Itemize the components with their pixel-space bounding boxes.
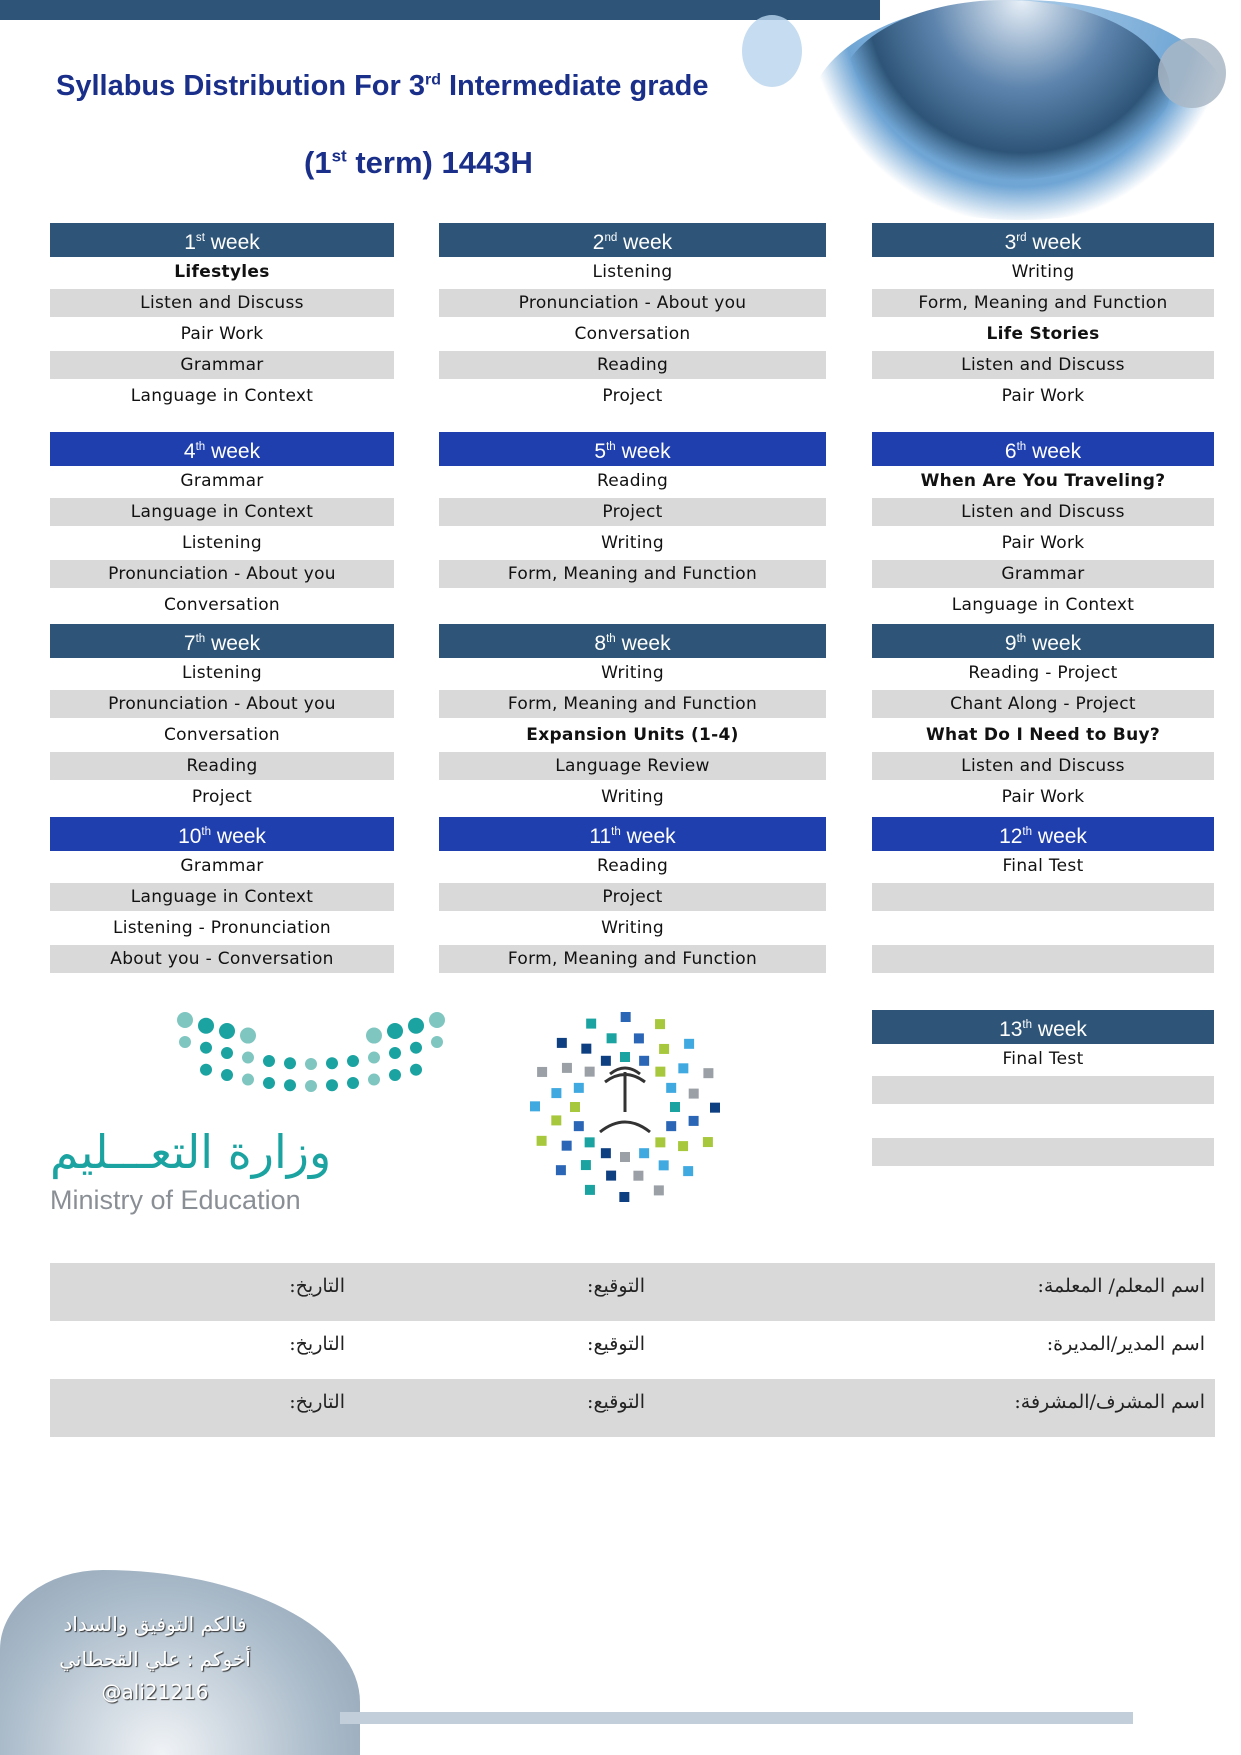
emblem-tile — [551, 1088, 561, 1098]
emblem-tile — [530, 1101, 540, 1111]
week-block — [872, 223, 1214, 411]
lesson-item: Life Stories — [986, 324, 1100, 344]
lesson-item: Pronunciation - About you — [50, 560, 394, 588]
decorative-circle — [1158, 38, 1226, 108]
saudi-emblem-icon — [530, 1012, 720, 1202]
lesson-item: Pair Work — [1001, 787, 1085, 807]
week-header: 3rd week — [872, 223, 1214, 257]
logo-dot — [389, 1047, 401, 1059]
date-label: التاريخ: — [289, 1275, 345, 1297]
emblem-tile — [621, 1012, 631, 1022]
week-header: 4th week — [50, 432, 394, 466]
emblem-tile — [634, 1033, 644, 1043]
week-header: 11th week — [439, 817, 826, 851]
emblem-tile — [551, 1115, 561, 1125]
logo-dot — [305, 1080, 317, 1092]
lesson-item: Final Test — [1002, 856, 1084, 876]
lesson-item: Listen and Discuss — [872, 498, 1214, 526]
logo-dot — [263, 1055, 275, 1067]
emblem-tile — [654, 1185, 664, 1195]
signature-label: التوقيع: — [587, 1275, 645, 1297]
logo-dot — [347, 1077, 359, 1089]
emblem-tile — [655, 1137, 665, 1147]
logo-dot — [429, 1012, 445, 1028]
lesson-item: Grammar — [50, 351, 394, 379]
emblem-tile — [562, 1141, 572, 1151]
lesson-item: Language in Context — [50, 498, 394, 526]
lesson-item: Project — [602, 386, 663, 406]
logo-dot — [347, 1055, 359, 1067]
lesson-item: Listen and Discuss — [872, 752, 1214, 780]
emblem-tile — [670, 1102, 680, 1112]
lesson-item: Conversation — [574, 324, 691, 344]
signature-row — [50, 1263, 1215, 1321]
emblem-tile — [574, 1083, 584, 1093]
week-block — [50, 624, 394, 812]
emblem-tile — [601, 1056, 611, 1066]
logo-dot — [263, 1077, 275, 1089]
week-header: 13th week — [872, 1010, 1214, 1044]
week-block — [872, 817, 1214, 975]
lesson-item: Form, Meaning and Function — [439, 945, 826, 973]
lesson-item: Writing — [601, 918, 664, 938]
logo-dot — [198, 1018, 214, 1034]
emblem-tile — [581, 1160, 591, 1170]
lesson-item: Listening — [182, 663, 262, 683]
logo-dot — [221, 1047, 233, 1059]
lesson-item: Pair Work — [1001, 386, 1085, 406]
week-header: 6th week — [872, 432, 1214, 466]
emblem-tile — [659, 1160, 669, 1170]
emblem-tile — [537, 1067, 547, 1077]
emblem-tile — [659, 1044, 669, 1054]
logo-dot — [389, 1069, 401, 1081]
emblem-tile — [689, 1089, 699, 1099]
lesson-item: Listen and Discuss — [50, 289, 394, 317]
logo-dot — [242, 1074, 254, 1086]
emblem-tile — [570, 1102, 580, 1112]
emblem-tile — [620, 1152, 630, 1162]
week-header: 2nd week — [439, 223, 826, 257]
emblem-tile — [639, 1056, 649, 1066]
logo-dot — [177, 1012, 193, 1028]
emblem-tile — [574, 1121, 584, 1131]
week-header: 7th week — [50, 624, 394, 658]
emblem-tile — [678, 1141, 688, 1151]
logo-dot — [221, 1069, 233, 1081]
signature-row — [50, 1379, 1215, 1437]
signature-row — [50, 1321, 1215, 1379]
lesson-item: Conversation — [164, 595, 280, 615]
footer-line1: فالكم التوفيق والسداد — [63, 1612, 247, 1636]
lesson-item — [872, 945, 1214, 973]
name-label: اسم المعلم/ المعلمة: — [1037, 1275, 1205, 1297]
lesson-item: Project — [191, 787, 253, 807]
lesson-item: Pair Work — [1001, 533, 1085, 553]
week-header: 9th week — [872, 624, 1214, 658]
lesson-item: Chant Along - Project — [872, 690, 1214, 718]
emblem-tile — [606, 1171, 616, 1181]
emblem-tile — [683, 1166, 693, 1176]
emblem-tile — [710, 1103, 720, 1113]
emblem-tile — [620, 1052, 630, 1062]
emblem-tile — [703, 1137, 713, 1147]
emblem-tile — [689, 1116, 699, 1126]
lesson-item — [872, 913, 1214, 943]
lesson-item: Pronunciation - About you — [50, 690, 394, 718]
logo-dot — [387, 1023, 403, 1039]
emblem-tile — [607, 1033, 617, 1043]
logo-dot — [408, 1018, 424, 1034]
week-block — [872, 432, 1214, 620]
lesson-item: Reading — [50, 752, 394, 780]
lesson-item: Writing — [601, 787, 664, 807]
lesson-item: Listening — [592, 262, 673, 282]
footer-bar — [340, 1712, 1133, 1724]
lesson-item: Expansion Units (1-4) — [526, 725, 739, 745]
emblem-tile — [684, 1039, 694, 1049]
logo-dot — [368, 1074, 380, 1086]
lesson-item: Conversation — [164, 725, 280, 745]
emblem-tile — [666, 1083, 676, 1093]
emblem-tile — [585, 1185, 595, 1195]
lesson-item — [872, 1138, 1214, 1166]
week-block — [439, 432, 826, 620]
lesson-item: Project — [439, 883, 826, 911]
emblem-tile — [586, 1019, 596, 1029]
week-block — [872, 624, 1214, 812]
lesson-item: When Are You Traveling? — [920, 471, 1166, 491]
emblem-tile — [655, 1019, 665, 1029]
lesson-item: Listen and Discuss — [872, 351, 1214, 379]
logo-dot — [200, 1064, 212, 1076]
lesson-item: Reading - Project — [968, 663, 1118, 683]
signature-label: التوقيع: — [587, 1391, 645, 1413]
week-block — [50, 432, 394, 620]
lesson-item: Form, Meaning and Function — [439, 690, 826, 718]
lesson-item: Listening - Pronunciation — [112, 918, 332, 938]
lesson-item: Form, Meaning and Function — [872, 289, 1214, 317]
lesson-item: About you - Conversation — [50, 945, 394, 973]
lesson-item: Language Review — [439, 752, 826, 780]
decorative-circle — [840, 0, 1170, 180]
lesson-item: Pair Work — [180, 324, 264, 344]
logo-dot — [410, 1042, 422, 1054]
lesson-item: Language in Context — [951, 595, 1135, 615]
emblem-tile — [581, 1044, 591, 1054]
ministry-dots-logo — [175, 1010, 455, 1110]
lesson-item — [872, 883, 1214, 911]
logo-dot — [431, 1036, 443, 1048]
week-header: 5th week — [439, 432, 826, 466]
ministry-english-name: Ministry of Education — [50, 1185, 301, 1215]
logo-dot — [410, 1064, 422, 1076]
week-block — [50, 817, 394, 975]
logo-dot — [305, 1058, 317, 1070]
week-block — [439, 817, 826, 975]
week-header: 12th week — [872, 817, 1214, 851]
footer-line2: أخوكم : علي القحطاني — [59, 1647, 251, 1671]
week-block — [50, 223, 394, 411]
emblem-tile — [619, 1192, 629, 1202]
week-header: 1st week — [50, 223, 394, 257]
week-block — [439, 223, 826, 411]
emblem-tile — [585, 1067, 595, 1077]
top-banner — [0, 0, 880, 20]
emblem-tile — [666, 1121, 676, 1131]
lesson-item: Language in Context — [130, 386, 314, 406]
emblem-tile — [537, 1136, 547, 1146]
logo-dot — [242, 1052, 254, 1064]
logo-dot — [284, 1079, 296, 1091]
lesson-item: Grammar — [180, 856, 264, 876]
palm-swords-icon — [600, 1068, 650, 1132]
week-header: 10th week — [50, 817, 394, 851]
logo-dot — [179, 1036, 191, 1048]
emblem-tile — [556, 1165, 566, 1175]
lesson-item — [439, 590, 826, 620]
date-label: التاريخ: — [289, 1333, 345, 1355]
emblem-tile — [678, 1063, 688, 1073]
emblem-tile — [639, 1148, 649, 1158]
lesson-item: What Do I Need to Buy? — [925, 725, 1161, 745]
lesson-item: Writing — [601, 533, 664, 553]
lesson-item: Lifestyles — [174, 262, 270, 282]
emblem-tile — [655, 1067, 665, 1077]
emblem-tile — [601, 1148, 611, 1158]
logo-dot — [326, 1057, 338, 1069]
emblem-tile — [562, 1063, 572, 1073]
lesson-item: Listening — [182, 533, 262, 553]
lesson-item: Reading — [596, 471, 669, 491]
lesson-item: Reading — [596, 856, 669, 876]
emblem-tile — [703, 1068, 713, 1078]
lesson-item: Final Test — [1002, 1049, 1084, 1069]
lesson-item — [872, 1106, 1214, 1136]
decorative-circle — [742, 15, 802, 87]
week-block — [872, 1010, 1214, 1168]
logo-dot — [284, 1057, 296, 1069]
emblem-tile — [585, 1137, 595, 1147]
lesson-item: Grammar — [872, 560, 1214, 588]
date-label: التاريخ: — [289, 1391, 345, 1413]
footer-handle: @ali21216 — [101, 1680, 209, 1704]
emblem-tile — [557, 1038, 567, 1048]
term-subtitle: (1st term) 1443H — [304, 145, 533, 180]
emblem-tile — [633, 1171, 643, 1181]
name-label: اسم المدير/المديرة: — [1046, 1333, 1205, 1355]
lesson-item: Project — [439, 498, 826, 526]
week-header: 8th week — [439, 624, 826, 658]
signature-label: التوقيع: — [587, 1333, 645, 1355]
logo-dot — [326, 1079, 338, 1091]
lesson-item: Reading — [439, 351, 826, 379]
lesson-item: Language in Context — [50, 883, 394, 911]
logo-dot — [366, 1028, 382, 1044]
logo-dot — [240, 1028, 256, 1044]
lesson-item: Form, Meaning and Function — [439, 560, 826, 588]
lesson-item: Writing — [601, 663, 664, 683]
week-block — [439, 624, 826, 812]
logo-dot — [219, 1023, 235, 1039]
logo-dot — [368, 1052, 380, 1064]
ministry-arabic-name: وزارة التعـــليم — [50, 1125, 332, 1179]
lesson-item: Writing — [1011, 262, 1075, 282]
page-title: Syllabus Distribution For 3rd Intermediate grade — [56, 70, 709, 102]
logo-dot — [200, 1042, 212, 1054]
lesson-item: Pronunciation - About you — [439, 289, 826, 317]
lesson-item: Grammar — [180, 471, 264, 491]
lesson-item — [872, 1076, 1214, 1104]
name-label: اسم المشرف/المشرفة: — [1014, 1391, 1205, 1413]
